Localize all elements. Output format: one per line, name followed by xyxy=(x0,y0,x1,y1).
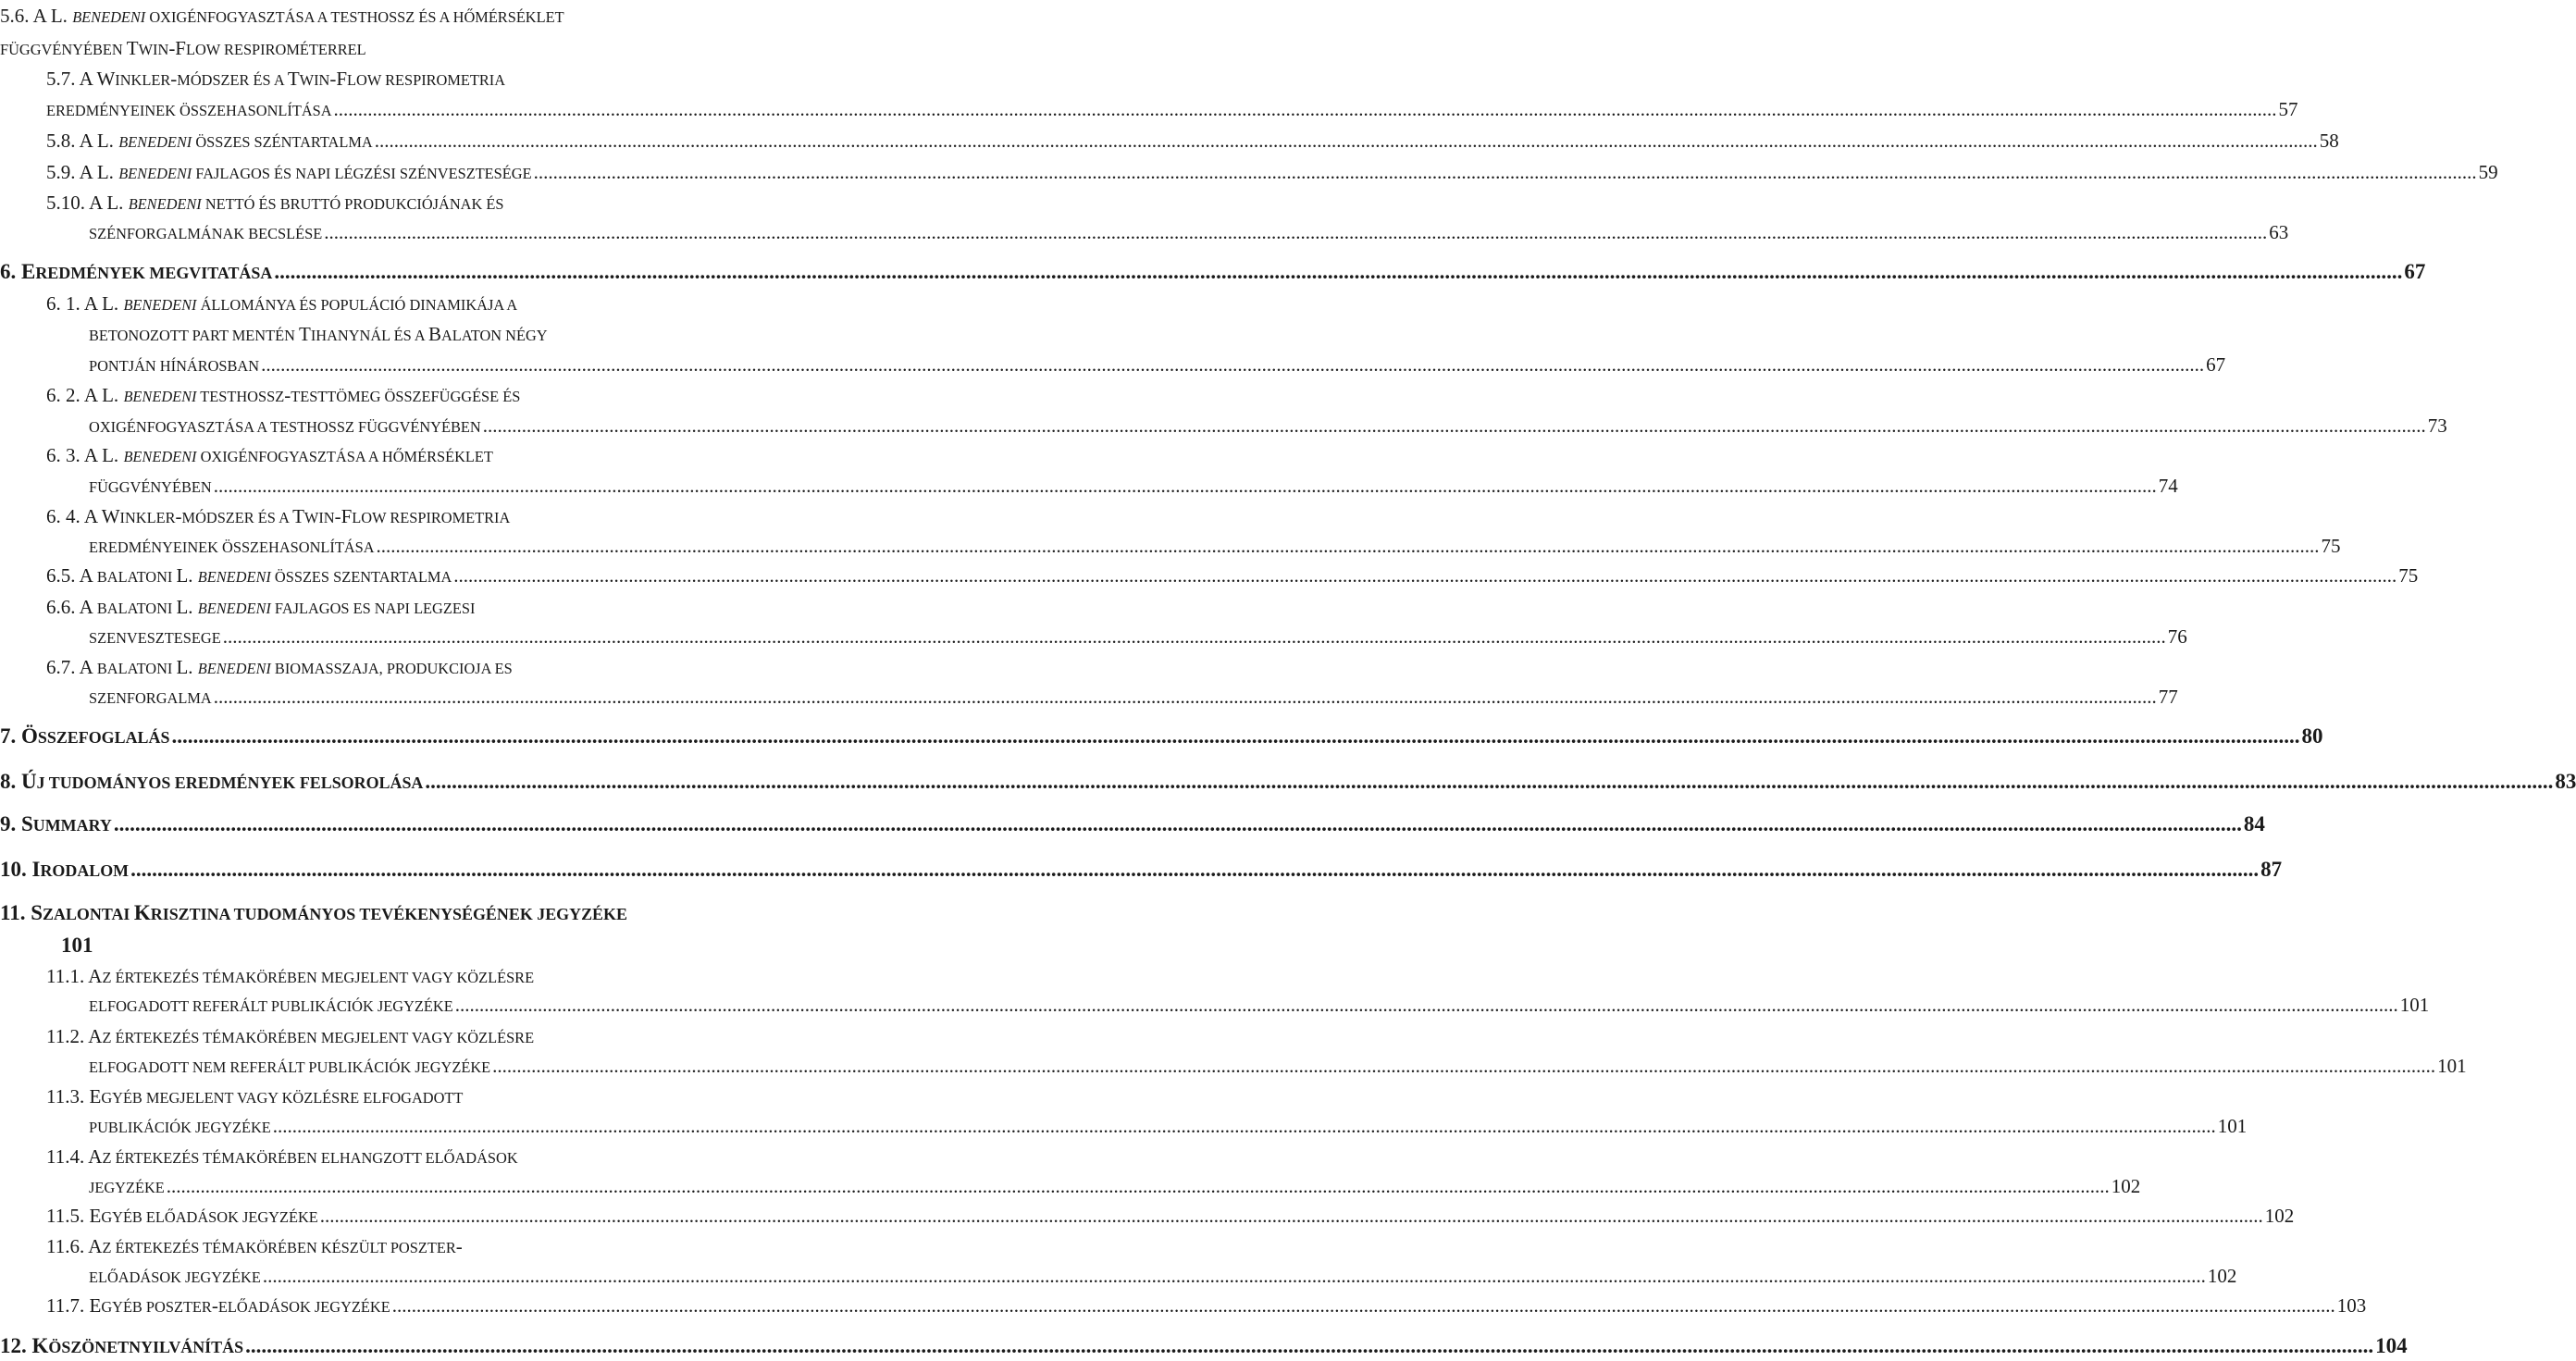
toc-entry-title xyxy=(46,1202,318,1231)
page-number: 102 xyxy=(2111,1175,2141,1197)
page-number: 103 xyxy=(2336,1294,2367,1317)
toc-title-segment: MÓDSZER ÉS A xyxy=(181,509,293,526)
toc-title-segment: -F xyxy=(168,37,186,59)
dot-leader: ................................................................................................................................................................................................................................................................................................................................................................................................................ xyxy=(374,130,2318,152)
toc-title-segment: 11. S xyxy=(0,901,43,924)
page-number: 101 xyxy=(2399,994,2430,1016)
toc-entry[interactable] xyxy=(0,1022,884,1050)
dot-leader: ................................................................................................................................................................................................................................................................................................................................................................................................................ xyxy=(333,98,2277,120)
toc-title-segment: ÁLLOMÁNYA ÉS POPULÁCIÓ DINAMIKÁJA A xyxy=(196,296,518,314)
toc-entry-title xyxy=(0,1332,243,1361)
toc-title-segment: - xyxy=(170,68,178,90)
toc-entry-title xyxy=(46,95,332,125)
toc-title-segment: 11.2. A xyxy=(46,1025,103,1047)
toc-entry-title xyxy=(0,258,272,287)
toc-entry-title xyxy=(0,810,112,839)
toc-title-segment: INKLER xyxy=(115,71,171,89)
toc-title-segment: 6. 4. A W xyxy=(46,505,120,527)
toc-entry-title xyxy=(89,218,322,248)
toc-entry[interactable] xyxy=(0,502,884,530)
toc-title-segment: FAJLAGOS ES NAPI LEGZESI xyxy=(270,600,476,617)
toc-title-segment: T xyxy=(126,37,139,59)
toc-entry[interactable] xyxy=(0,1172,2141,1200)
toc-entry[interactable] xyxy=(0,320,884,348)
toc-entry[interactable] xyxy=(0,290,884,317)
toc-title-segment: LOW RESPIROMETRIA xyxy=(347,71,506,89)
toc-title-segment: JEGYZÉKE xyxy=(89,1179,165,1196)
toc-title-segment: 5.8. A L. xyxy=(46,130,119,152)
toc-entry-title xyxy=(0,899,627,928)
toc-entry-title xyxy=(89,472,212,501)
toc-entry-title xyxy=(0,723,169,751)
toc-title-segment: BENEDENI xyxy=(123,388,197,405)
toc-entry-title xyxy=(46,593,475,623)
toc-entry-title xyxy=(0,34,366,64)
toc-title-segment: FÜGGVÉNYÉBEN xyxy=(89,478,212,496)
page-number: 73 xyxy=(2427,414,2447,437)
dot-leader: ................................................................................................................................................................................................................................................................................................................................................................................................................ xyxy=(533,161,2477,183)
page-number: 76 xyxy=(2167,625,2187,648)
page-number: 102 xyxy=(2264,1205,2295,1227)
toc-title-segment: GYÉB ELŐADÁSOK JEGYZÉKE xyxy=(101,1208,318,1226)
toc-entry[interactable] xyxy=(0,472,2178,500)
toc-title-segment: WIN xyxy=(299,71,330,89)
dot-leader: ................................................................................................................................................................................................................................................................................................................................................................................................................ xyxy=(482,414,2426,437)
toc-title-segment: BENEDENI xyxy=(118,165,192,182)
toc-title-segment: 6.6. A xyxy=(46,596,97,618)
toc-title-segment: 5.6. A L. xyxy=(0,5,73,27)
toc-title-segment: 9. S xyxy=(0,812,33,835)
toc-title-segment: 11.1. A xyxy=(46,965,103,987)
dot-leader: ................................................................................................................................................................................................................................................................................................................................................................................................................ xyxy=(272,1115,2216,1137)
toc-entry[interactable] xyxy=(0,653,884,681)
toc-title-segment: K xyxy=(133,901,151,924)
dot-leader: ................................................................................................................................................................................................................................................................................................................................................................................................................ xyxy=(391,1294,2335,1317)
toc-entry-title xyxy=(89,351,259,380)
toc-entry[interactable] xyxy=(0,65,884,93)
dot-leader: ................................................................................................................................................................................................................................................................................................................................................................................................................ xyxy=(454,994,2398,1016)
toc-entry-title xyxy=(46,290,517,319)
toc-entry-title xyxy=(46,502,510,532)
toc-title-segment: BALATONI xyxy=(96,600,177,617)
page-number: 67 xyxy=(2206,353,2226,376)
dot-leader: ................................................................................................................................................................................................................................................................................................................................................................................................................ xyxy=(130,858,2260,881)
toc-entry[interactable] xyxy=(0,532,2341,560)
toc-entry-title xyxy=(46,1083,463,1112)
toc-entry[interactable] xyxy=(0,1083,884,1110)
page-number: 75 xyxy=(2398,564,2419,587)
toc-title-segment: - xyxy=(284,384,291,406)
toc-entry[interactable] xyxy=(0,1332,2408,1360)
toc-title-segment: 101 xyxy=(61,934,93,957)
toc-entry[interactable] xyxy=(0,412,2447,439)
toc-title-segment: - xyxy=(175,505,182,527)
toc-entry[interactable] xyxy=(0,1262,2237,1290)
dot-leader: ................................................................................................................................................................................................................................................................................................................................................................................................................ xyxy=(222,625,2166,648)
toc-title-segment: 6. E xyxy=(0,260,36,283)
toc-title-segment: -F xyxy=(329,68,348,90)
toc-entry[interactable] xyxy=(0,1112,2248,1140)
toc-entry[interactable] xyxy=(0,991,2430,1019)
page-number: 101 xyxy=(2217,1115,2248,1137)
toc-title-segment: LOW RESPIROMÉTERREL xyxy=(186,41,366,58)
toc-entry-title xyxy=(46,189,504,218)
toc-entry-title xyxy=(89,683,212,712)
toc-title-segment: NETTÓ ÉS BRUTTÓ PRODUKCIÓJÁNAK ÉS xyxy=(201,195,504,213)
toc-title-segment: PONTJÁN HÍNÁROSBAN xyxy=(89,357,260,375)
page-number: 57 xyxy=(2278,98,2298,120)
toc-title-segment: PUBLIKÁCIÓK JEGYZÉKE xyxy=(89,1119,271,1136)
toc-entry-title xyxy=(61,932,93,959)
dot-leader: ................................................................................................................................................................................................................................................................................................................................................................................................................ xyxy=(113,812,2242,835)
toc-entry-title xyxy=(46,1292,390,1321)
page-number: 59 xyxy=(2478,161,2498,183)
toc-entry[interactable] xyxy=(0,723,2323,750)
toc-title-segment: BETONOZOTT PART MENTÉN xyxy=(89,327,300,344)
toc-title-segment: BIOMASSZAJA, PRODUKCIOJA ES xyxy=(270,660,513,677)
page-number: 67 xyxy=(2404,260,2426,283)
toc-title-segment: WIN xyxy=(138,41,169,58)
toc-title-segment: OXIGÉNFOGYASZTÁSA A HŐMÉRSÉKLET xyxy=(196,448,493,465)
toc-title-segment: 7. Ö xyxy=(0,724,38,748)
toc-entry-title xyxy=(0,2,564,31)
toc-title-segment: UMMARY xyxy=(32,816,112,835)
dot-leader: ................................................................................................................................................................................................................................................................................................................................................................................................................ xyxy=(213,686,2157,708)
page-number: 84 xyxy=(2243,812,2265,835)
toc-title-segment: ELŐADÁSOK JEGYZÉKE xyxy=(217,1298,390,1316)
page-number: 87 xyxy=(2260,858,2283,881)
toc-entry[interactable] xyxy=(0,1202,2295,1230)
page-number: 80 xyxy=(2301,724,2323,748)
toc-title-segment: - xyxy=(455,1235,463,1257)
page-number: 77 xyxy=(2158,686,2178,708)
toc-title-segment: 5.10. A L. xyxy=(46,192,129,214)
toc-entry[interactable] xyxy=(0,127,2339,155)
toc-entry-title xyxy=(89,1112,271,1142)
toc-title-segment: INKLER xyxy=(119,509,176,526)
toc-entry[interactable] xyxy=(0,441,884,469)
toc-title-segment: 6. 3. A L. xyxy=(46,444,124,466)
toc-entry-title xyxy=(89,1172,165,1202)
toc-entry-title xyxy=(46,65,505,94)
toc-title-segment: TESTTÖMEG ÖSSZEFÜGGÉSE ÉS xyxy=(291,388,521,405)
toc-title-segment: BENEDENI xyxy=(197,660,271,677)
toc-entry[interactable] xyxy=(0,562,2419,589)
toc-entry[interactable] xyxy=(0,1052,2467,1080)
toc-entry-title xyxy=(46,1022,534,1052)
dot-leader: ................................................................................................................................................................................................................................................................................................................................................................................................................ xyxy=(425,770,2554,793)
toc-title-segment: BENEDENI xyxy=(197,568,271,586)
dot-leader: ................................................................................................................................................................................................................................................................................................................................................................................................................ xyxy=(245,1334,2374,1357)
toc-title-segment: L. xyxy=(176,564,198,587)
toc-title-segment: 11.5. E xyxy=(46,1205,102,1227)
toc-title-segment: Z ÉRTEKEZÉS TÉMAKÖRÉBEN KÉSZÜLT POSZTER xyxy=(102,1239,456,1256)
toc-entry[interactable] xyxy=(0,962,884,990)
toc-title-segment: SZENFORGALMA xyxy=(89,689,212,707)
page-number: 102 xyxy=(2207,1265,2237,1287)
toc-entry-title xyxy=(89,320,548,350)
toc-entry-title xyxy=(89,1262,261,1292)
dot-leader: ................................................................................................................................................................................................................................................................................................................................................................................................................ xyxy=(324,221,2268,243)
toc-entry[interactable] xyxy=(0,593,884,621)
page-number: 101 xyxy=(2437,1055,2467,1077)
toc-entry-title xyxy=(89,623,221,652)
toc-entry-title xyxy=(46,562,452,591)
toc-title-segment: B xyxy=(427,323,441,345)
toc-entry[interactable] xyxy=(0,768,2576,796)
toc-title-segment: MÓDSZER ÉS A xyxy=(177,71,288,89)
dot-leader: ................................................................................................................................................................................................................................................................................................................................................................................................................ xyxy=(492,1055,2436,1077)
toc-title-segment: 6.5. A xyxy=(46,564,97,587)
toc-title-segment: SZÉNFORGALMÁNAK BECSLÉSE xyxy=(89,225,323,242)
toc-entry-title xyxy=(46,158,532,188)
toc-title-segment: ALATON NÉGY xyxy=(440,327,548,344)
toc-entry-title xyxy=(46,441,493,471)
toc-title-segment: IHANYNÁL ÉS A xyxy=(310,327,428,344)
page-number: 83 xyxy=(2555,770,2576,793)
toc-title-segment: ÖSSZES SZÉNTARTALMA xyxy=(192,133,373,151)
toc-title-segment: GYÉB POSZTER xyxy=(101,1298,212,1316)
toc-entry[interactable] xyxy=(0,158,2498,186)
toc-entry[interactable] xyxy=(0,623,2187,650)
toc-title-segment: BENEDENI xyxy=(197,600,271,617)
toc-title-segment: SZENVESZTESEGE xyxy=(89,629,221,647)
toc-title-segment: T xyxy=(292,505,304,527)
page-number: 63 xyxy=(2269,221,2289,243)
toc-entry-title xyxy=(46,1232,463,1262)
toc-title-segment: 6. 1. A L. xyxy=(46,292,124,315)
toc-entry-title xyxy=(46,653,513,683)
dot-leader: ................................................................................................................................................................................................................................................................................................................................................................................................................ xyxy=(213,475,2157,497)
toc-title-segment: BENEDENI xyxy=(72,8,146,26)
toc-title-segment: 11.6. A xyxy=(46,1235,103,1257)
dot-leader: ................................................................................................................................................................................................................................................................................................................................................................................................................ xyxy=(453,564,2397,587)
toc-title-segment: ELFOGADOTT REFERÁLT PUBLIKÁCIÓK JEGYZÉKE xyxy=(89,997,453,1015)
toc-title-segment: L. xyxy=(176,596,198,618)
toc-entry[interactable] xyxy=(0,95,2298,123)
toc-entry[interactable] xyxy=(0,1143,884,1170)
page-number: 75 xyxy=(2321,535,2341,557)
toc-title-segment: GYÉB MEGJELENT VAGY KÖZLÉSRE ELFOGADOTT xyxy=(101,1089,464,1107)
toc-entry[interactable] xyxy=(0,218,2289,246)
toc-title-segment: SSZEFOGLALÁS xyxy=(37,728,170,747)
toc-title-segment: L. xyxy=(176,656,198,678)
toc-title-segment: BENEDENI xyxy=(123,448,197,465)
toc-title-segment: EREDMÉNYEINEK ÖSSZEHASONLÍTÁSA xyxy=(46,102,332,119)
dot-leader: ................................................................................................................................................................................................................................................................................................................................................................................................................ xyxy=(376,535,2320,557)
toc-title-segment: BALATONI xyxy=(96,660,177,677)
toc-entry[interactable] xyxy=(0,856,2283,884)
toc-entry[interactable] xyxy=(0,1232,884,1260)
toc-entry[interactable] xyxy=(0,1292,2367,1319)
toc-title-segment: Z ÉRTEKEZÉS TÉMAKÖRÉBEN MEGJELENT VAGY KÖZLÉSRE xyxy=(102,969,535,986)
toc-title-segment: OXIGÉNFOGYASZTÁSA A TESTHOSSZ FÜGGVÉNYÉBEN xyxy=(89,418,481,436)
toc-entry-title xyxy=(89,1052,490,1082)
toc-title-segment: BENEDENI xyxy=(123,296,197,314)
toc-entry-title xyxy=(89,412,481,441)
toc-title-segment: J TUDOMÁNYOS EREDMÉNYEK FELSOROLÁSA xyxy=(36,773,424,792)
toc-title-segment: REDMÉNYEK MEGVITATÁSA xyxy=(35,264,273,282)
toc-entry-title xyxy=(89,532,375,562)
toc-title-segment: 5.7. A W xyxy=(46,68,116,90)
toc-title-segment: BALATONI xyxy=(96,568,177,586)
toc-title-segment: RISZTINA TUDOMÁNYOS TEVÉKENYSÉGÉNEK JEGYZÉKE xyxy=(150,905,627,923)
toc-title-segment: 6.7. A xyxy=(46,656,97,678)
toc-title-segment: OXIGÉNFOGYASZTÁSA A TESTHOSSZ ÉS A HŐMÉRSÉKLET xyxy=(145,8,564,26)
toc-entry[interactable] xyxy=(0,258,2426,286)
toc-title-segment: 11.7. E xyxy=(46,1294,102,1317)
dot-leader: ................................................................................................................................................................................................................................................................................................................................................................................................................ xyxy=(319,1205,2263,1227)
toc-entry-title xyxy=(46,962,534,992)
toc-title-segment: 12. K xyxy=(0,1334,49,1357)
toc-entry[interactable] xyxy=(0,899,884,927)
toc-entry[interactable] xyxy=(0,351,2226,378)
toc-entry[interactable] xyxy=(0,381,884,409)
page-number: 74 xyxy=(2158,475,2178,497)
dot-leader: ................................................................................................................................................................................................................................................................................................................................................................................................................ xyxy=(261,353,2205,376)
page-number: 104 xyxy=(2375,1334,2408,1357)
toc-title-segment: 11.4. A xyxy=(46,1145,103,1168)
toc-entry[interactable] xyxy=(0,810,2265,838)
page-number: 58 xyxy=(2319,130,2339,152)
toc-title-segment: ZALONTAI xyxy=(43,905,134,923)
toc-title-segment: BENEDENI xyxy=(128,195,202,213)
toc-title-segment: 6. 2. A L. xyxy=(46,384,124,406)
toc-title-segment: TESTHOSSZ xyxy=(196,388,285,405)
toc-title-segment: T xyxy=(287,68,300,90)
toc-title-segment: ELŐADÁSOK JEGYZÉKE xyxy=(89,1268,261,1286)
toc-title-segment: ÖSSZES SZENTARTALMA xyxy=(270,568,452,586)
toc-entry[interactable] xyxy=(0,2,884,30)
toc-title-segment: 10. I xyxy=(0,858,41,881)
toc-entry[interactable] xyxy=(0,932,884,959)
dot-leader: ................................................................................................................................................................................................................................................................................................................................................................................................................ xyxy=(171,724,2300,748)
toc-title-segment: FAJLAGOS ÉS NAPI LÉGZÉSI SZÉNVESZTESÉGE xyxy=(192,165,532,182)
toc-title-segment: Z ÉRTEKEZÉS TÉMAKÖRÉBEN MEGJELENT VAGY KÖZLÉSRE xyxy=(102,1029,535,1046)
toc-title-segment: Z ÉRTEKEZÉS TÉMAKÖRÉBEN ELHANGZOTT ELŐADÁSOK xyxy=(102,1149,518,1167)
toc-entry-title xyxy=(46,1143,518,1172)
dot-leader: ................................................................................................................................................................................................................................................................................................................................................................................................................ xyxy=(166,1175,2110,1197)
toc-entry[interactable] xyxy=(0,683,2178,711)
dot-leader: ................................................................................................................................................................................................................................................................................................................................................................................................................ xyxy=(262,1265,2206,1287)
dot-leader: ................................................................................................................................................................................................................................................................................................................................................................................................................ xyxy=(274,260,2403,283)
toc-title-segment: 5.9. A L. xyxy=(46,161,119,183)
toc-entry-title xyxy=(46,127,373,156)
toc-title-segment: -F xyxy=(334,505,353,527)
toc-title-segment: RODALOM xyxy=(40,861,130,880)
toc-entry-title xyxy=(0,856,129,885)
toc-title-segment: BENEDENI xyxy=(118,133,192,151)
toc-title-segment: EREDMÉNYEINEK ÖSSZEHASONLÍTÁSA xyxy=(89,538,375,556)
toc-entry-title xyxy=(46,381,520,411)
toc-title-segment: 11.3. E xyxy=(46,1085,102,1107)
toc-title-segment: ÖSZÖNETNYILVÁNÍTÁS xyxy=(48,1338,244,1356)
toc-entry[interactable] xyxy=(0,34,884,62)
toc-title-segment: ELFOGADOTT NEM REFERÁLT PUBLIKÁCIÓK JEGYZÉKE xyxy=(89,1058,491,1076)
toc-title-segment: WIN xyxy=(303,509,335,526)
toc-entry-title xyxy=(0,768,423,797)
toc-title-segment: LOW RESPIROMETRIA xyxy=(352,509,511,526)
toc-title-segment: 8. Ú xyxy=(0,770,37,793)
toc-title-segment: T xyxy=(299,323,311,345)
toc-title-segment: FÜGGVÉNYÉBEN xyxy=(0,41,127,58)
toc-entry-title xyxy=(89,991,453,1021)
toc-entry[interactable] xyxy=(0,189,884,217)
toc-title-segment: - xyxy=(211,1294,218,1317)
